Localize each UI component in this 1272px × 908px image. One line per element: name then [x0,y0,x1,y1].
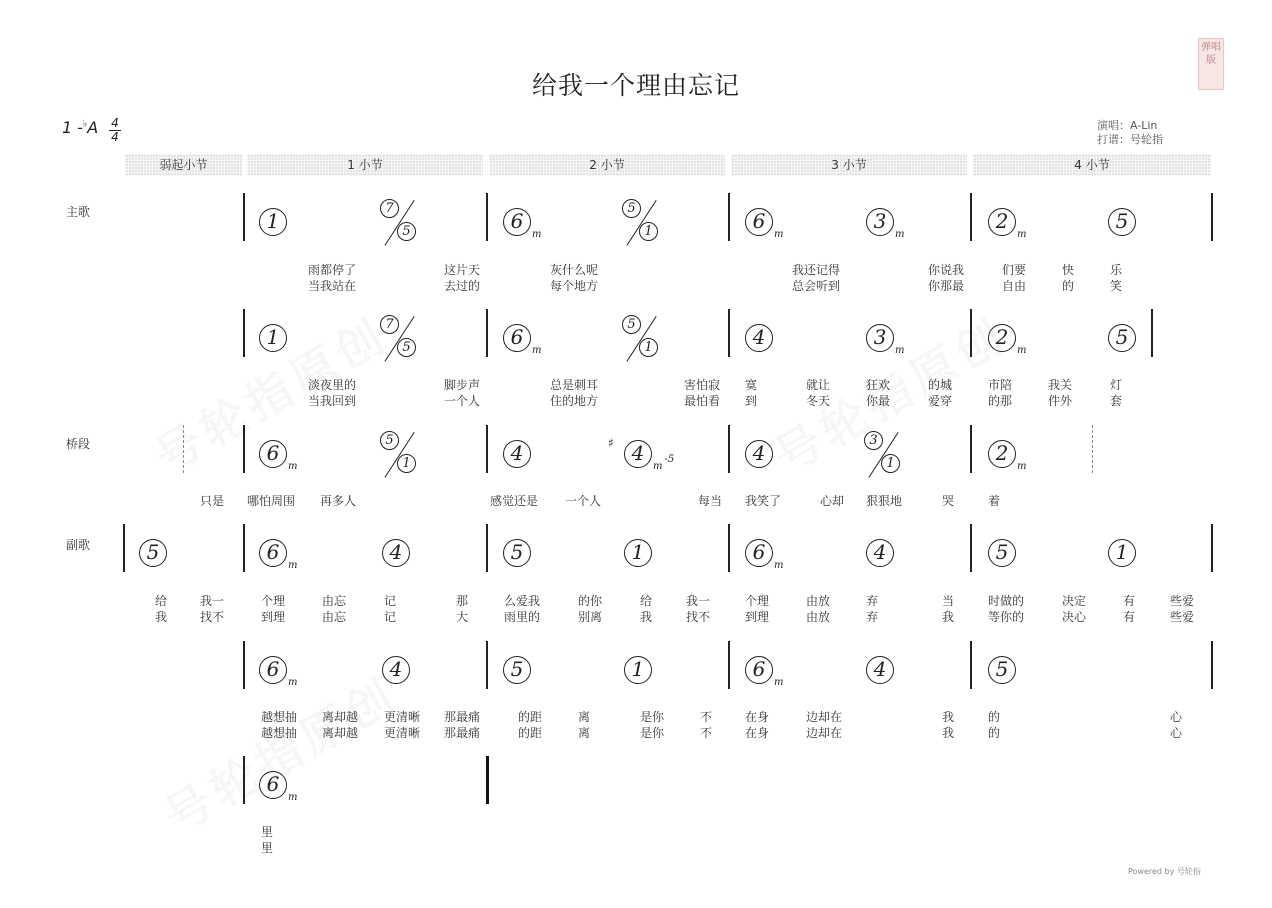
lyric-text: 的你 [578,594,603,608]
chord-quality [532,345,541,356]
lyric-text: 心 [1170,710,1183,724]
lyric-text: 在身 [745,710,770,724]
lyric-text: 我还记得 [792,263,841,277]
lyric-text: 我 [942,710,955,724]
chord-degree: 5 [503,539,531,567]
chord-degree: 4 [866,656,894,684]
key-note: A [87,118,99,137]
chord-degree: 2 [988,324,1016,352]
chord-degree: 5 [1108,324,1136,352]
lyric-text: 我 [942,610,955,624]
slash-chord [378,431,422,479]
chord-degree: 6 [259,539,287,567]
chord-degree: 2 [988,208,1016,236]
chord-degree: 5 [988,656,1016,684]
chord [624,538,652,567]
lyric-text: 边却在 [806,726,843,740]
lyric-text: 决心 [1062,610,1087,624]
lyric-text: 在身 [745,726,770,740]
lyric-text: 给 [155,594,168,608]
chord-degree: 1 [259,208,287,236]
bar-line [486,309,488,357]
lyric-text: 么爱我 [504,594,541,608]
lyric-text: 灰什么呢 [550,263,599,277]
chord-degree: 5 [139,539,167,567]
chord-degree: 6 [745,656,773,684]
chord-quality-text: m [1017,345,1027,356]
lyric-text: 由忘 [322,594,347,608]
header-measure-4: 4 小节 [973,154,1211,176]
lyric-text: 到理 [745,610,770,624]
bar-line [1092,425,1093,473]
bar-line [243,756,245,804]
lyric-text: 记 [384,610,397,624]
chord-degree: 4 [624,440,652,468]
chord-quality-text: m [288,792,298,803]
key-flat: ♭ [83,119,88,130]
bar-line [486,425,488,473]
lyric-text: 别离 [578,610,603,624]
chord-degree: 6 [259,440,287,468]
lyric-text: 狠狠地 [866,494,903,508]
slash-chord [378,199,422,247]
chord [988,323,1026,365]
chord [259,538,297,580]
lyric-text: 些爱 [1170,594,1195,608]
lyric-text: 爱穿 [928,394,953,408]
lyric-text: 当我站在 [308,279,357,293]
chord-degree: 4 [745,440,773,468]
lyric-text: 更清晰 [384,710,421,724]
lyric-text: 灯 [1110,378,1123,392]
lyric-text: 是你 [640,726,665,740]
lyric-text: 你说我 [928,263,965,277]
chord-quality [288,461,297,472]
lyric-text: 脚步声 [444,378,481,392]
bar-line [728,641,730,689]
chord-degree: 2 [988,440,1016,468]
lyric-text: 只是 [200,494,225,508]
bar-line [243,524,245,572]
lyric-text: 当我回到 [308,394,357,408]
chord-quality [1017,345,1026,356]
bar-line [123,524,125,572]
chord-bass: 5 [397,338,416,357]
chord [745,439,773,468]
lyric-text: 离 [578,710,591,724]
lyric-text: 找不 [200,610,225,624]
chord-quality-text: m [1017,461,1027,472]
lyric-text: 不 [700,710,713,724]
version-stamp: 弹唱版 [1198,38,1224,90]
chord-quality [774,560,783,571]
chord-quality [288,560,297,571]
chord-degree: 4 [745,324,773,352]
chord [745,323,773,352]
chord-degree: 5 [988,539,1016,567]
chord-bass: 1 [639,338,658,357]
chord [624,655,652,684]
lyric-text: 离却越 [322,726,359,740]
lyric-text: 越想抽 [261,726,298,740]
lyric-text: 的城 [928,378,953,392]
chord [745,207,783,249]
chord [503,207,541,249]
lyric-text: 笑 [1110,279,1123,293]
lyric-text: 哭 [942,494,955,508]
chord-degree: 3 [864,431,883,450]
lyric-text: 有 [1123,594,1136,608]
chord-degree: 3 [866,208,894,236]
lyric-text: 心却 [820,494,845,508]
lyric-text: 那 [456,594,469,608]
lyric-text: 你那最 [928,279,965,293]
lyric-text: 冬天 [806,394,831,408]
footer-credit: Powered by 号轮指 [1128,867,1201,876]
chord-degree: 1 [1108,539,1136,567]
lyric-text: 那最痛 [444,726,481,740]
chord-degree: 5 [1108,208,1136,236]
lyric-text: 总会听到 [792,279,841,293]
chord-quality [1017,229,1026,240]
chord-degree: 4 [503,440,531,468]
sharp-sign: ♯ [608,436,614,450]
chord-quality-text: m [532,345,542,356]
lyric-text: 找不 [686,610,711,624]
lyric-text: 我 [155,610,168,624]
chord-quality-text: m [1017,229,1027,240]
bar-line [486,524,488,572]
chord [503,323,541,365]
lyric-text: 件外 [1048,394,1073,408]
lyric-text: 的 [988,726,1001,740]
chord [866,323,904,365]
chord-quality [288,792,297,803]
lyric-text: 由放 [806,594,831,608]
chord-degree: 1 [624,539,652,567]
bar-line [728,425,730,473]
lyric-text: 越想抽 [261,710,298,724]
chord-degree: 4 [382,656,410,684]
lyric-text: 哪怕周围 [247,494,296,508]
header-measure-2: 2 小节 [489,154,725,176]
lyric-text: 一个人 [444,394,481,408]
lyric-text: 害怕寂 [684,378,721,392]
lyric-text: 由忘 [322,610,347,624]
lyric-text: 住的地方 [550,394,599,408]
bar-line [486,193,488,241]
bar-line [728,193,730,241]
chord-degree: 3 [866,324,894,352]
bar-line [1151,309,1153,357]
chord-quality [1017,461,1026,472]
lyric-text: 快 [1062,263,1075,277]
chord-degree: 5 [503,656,531,684]
chord-quality [895,345,904,356]
chord-quality-text: m [532,229,542,240]
bar-line [728,524,730,572]
lyric-text: 我一 [686,594,711,608]
lyric-text: 心 [1170,726,1183,740]
chord-bass: 1 [639,222,658,241]
chord [259,323,287,352]
song-title: 给我一个理由忘记 [531,71,740,100]
lyric-text: 你最 [866,394,891,408]
lyric-text: 一个人 [565,494,602,508]
chord-degree: 5 [622,199,641,218]
lyric-text: 等你的 [988,610,1025,624]
lyric-text: 的 [988,710,1001,724]
chord-quality [774,677,783,688]
chord-degree: 6 [745,539,773,567]
bar-line [970,425,972,473]
lyric-text: 的那 [988,394,1013,408]
lyric-text: 有 [1123,610,1136,624]
lyric-text: 里 [261,841,274,855]
chord [866,538,894,567]
lyric-text: 我一 [200,594,225,608]
slash-chord [862,431,906,479]
chord [259,207,287,236]
bar-line [1211,193,1213,241]
slash-chord [620,315,664,363]
lyric-text: 最怕看 [684,394,721,408]
chord-degree: 6 [503,324,531,352]
lyric-text: 雨里的 [504,610,541,624]
lyric-text: 寞 [745,378,758,392]
lyric-text: 里 [261,825,274,839]
lyric-text: 决定 [1062,594,1087,608]
lyric-text: 离 [578,726,591,740]
chord [382,655,410,684]
lyric-text: 每个地方 [550,279,599,293]
lyric-text: 套 [1110,394,1123,408]
bar-line [486,641,488,689]
bar-line [970,193,972,241]
lyric-text: 个理 [261,594,286,608]
singer-credit: 演唱：A-Lin [1097,119,1158,132]
header-pickup: 弱起小节 [125,154,242,176]
chord [139,538,167,567]
time-top: 4 [111,116,119,130]
chord-bass: 1 [881,454,900,473]
bar-line [970,524,972,572]
chord-degree: 7 [380,315,399,334]
bar-line [243,309,245,357]
chord [1108,538,1136,567]
lyric-text: 由放 [806,610,831,624]
chord [988,538,1016,567]
chord-degree: 4 [382,539,410,567]
lyric-text: 到理 [261,610,286,624]
slash-chord [620,199,664,247]
chord-quality [288,677,297,688]
lyric-text: 雨都停了 [308,263,357,277]
time-signature [108,117,122,144]
chord [988,439,1026,481]
bar-line [486,756,489,804]
lyric-text: 是你 [640,710,665,724]
chord [259,655,297,697]
lyric-text: 个理 [745,594,770,608]
chord-quality [532,229,541,240]
chord-quality [774,229,783,240]
lyric-text: 总是刺耳 [550,378,599,392]
chord-quality [653,454,675,472]
lyric-text: 市陪 [988,378,1013,392]
lyric-text: 不 [700,726,713,740]
chord [382,538,410,567]
chord [988,207,1026,249]
chord-degree: 6 [259,771,287,799]
lyric-text: 去过的 [444,279,481,293]
bar-line [728,309,730,357]
chord [988,655,1016,684]
chord [1108,207,1136,236]
chord-bass: 5 [397,222,416,241]
time-bottom: 4 [111,130,119,144]
chord-quality-text: m [895,229,905,240]
chord-bass: 1 [397,454,416,473]
chord [866,655,894,684]
chord [866,207,904,249]
arranger-credit: 打谱：号轮指 [1097,133,1163,146]
slash-chord [378,315,422,363]
bar-line [243,425,245,473]
chord-degree: 6 [259,656,287,684]
bar-line [970,309,972,357]
chord-quality-text: m [653,461,663,472]
lyric-text: 时做的 [988,594,1025,608]
lyric-text: 的距 [518,710,543,724]
bar-line [183,425,184,473]
chord-degree: 1 [259,324,287,352]
chord-degree: 4 [866,539,894,567]
chord-quality-text: m [774,677,784,688]
chord-quality-text: m [288,461,298,472]
bar-line [970,641,972,689]
chord [259,770,297,812]
bar-line [1211,524,1213,572]
lyric-text: 就让 [806,378,831,392]
chord-quality-text: m [288,677,298,688]
lyric-text: 边却在 [806,710,843,724]
lyric-text: 自由 [1002,279,1027,293]
section-bridge: 桥段 [66,437,91,451]
bar-line [1211,641,1213,689]
chord [503,538,531,567]
lyric-text: 记 [384,594,397,608]
chord-degree: 7 [380,199,399,218]
header-measure-1: 1 小节 [247,154,483,176]
chord [745,655,783,697]
lyric-text: 我 [942,726,955,740]
lyric-text: 我关 [1048,378,1073,392]
lyric-text: 我笑了 [745,494,782,508]
bar-line [243,193,245,241]
chord [608,436,675,481]
chord [503,655,531,684]
chord-quality-text: m [774,229,784,240]
lyric-text: 感觉还是 [490,494,539,508]
lyric-text: 再多人 [320,494,357,508]
lyric-text: 到 [745,394,758,408]
chord [1108,323,1136,352]
lyric-text: 弃 [866,610,879,624]
chord-degree: 5 [380,431,399,450]
chord-degree: 5 [622,315,641,334]
lyric-text: 狂欢 [866,378,891,392]
lyric-text: 弃 [866,594,879,608]
lyric-text: 每当 [698,494,723,508]
lyric-text: 那最痛 [444,710,481,724]
chord-degree: 6 [745,208,773,236]
section-verse: 主歌 [66,205,91,219]
lyric-text: 乐 [1110,263,1123,277]
chord-degree: 1 [624,656,652,684]
chord-quality [895,229,904,240]
lyric-text: 着 [988,494,1001,508]
lyric-text: 更清晰 [384,726,421,740]
key-prefix: 1 - [62,118,84,137]
header-measure-3: 3 小节 [731,154,967,176]
lyric-text: 的 [1062,279,1075,293]
lyric-text: 给 [640,594,653,608]
chord [259,439,297,481]
chord-degree: 6 [503,208,531,236]
chord-quality-text: m [774,560,784,571]
lyric-text: 大 [456,610,469,624]
chord [745,538,783,580]
lyric-text: 当 [942,594,955,608]
section-chorus: 副歌 [66,538,91,552]
lyric-text: 淡夜里的 [308,378,357,392]
chord [503,439,531,468]
chord-quality-text: m [895,345,905,356]
chord-quality-text: m [288,560,298,571]
lyric-text: 的距 [518,726,543,740]
bar-line [243,641,245,689]
lyric-text: 我 [640,610,653,624]
lyric-text: 离却越 [322,710,359,724]
lyric-text: 些爱 [1170,610,1195,624]
key-signature [62,118,98,137]
lyric-text: 这片天 [444,263,481,277]
chord-alteration: -5 [664,454,675,465]
lyric-text: 们要 [1002,263,1027,277]
